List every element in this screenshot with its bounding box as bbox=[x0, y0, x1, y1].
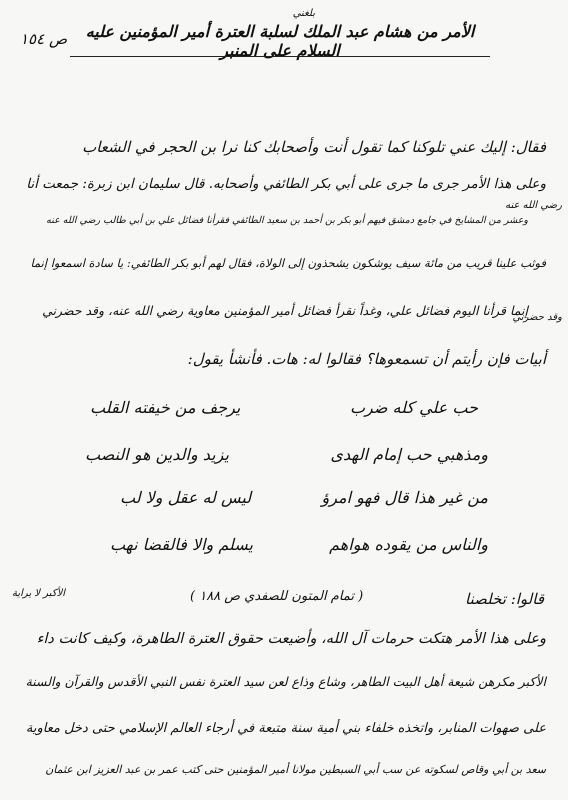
margin-annotation-right-1: رضي الله عنه bbox=[505, 200, 562, 211]
verse-2-first: ومذهبي حب إمام الهدى bbox=[330, 445, 488, 464]
page-header bbox=[70, 8, 490, 60]
body-line-2: وعلى هذا الأمر جرى ما جرى على أبي بكر الطائفي وأصحابه. قال سليمان ابن زبرة: جمعت أنا bbox=[26, 176, 546, 192]
header-underline bbox=[70, 56, 490, 57]
body-line-5: إنما قرأنا اليوم فضائل علي، وغداً نقرأ فضائل أمير المؤمنين معاوية رضي الله عنه، وقد حضرني bbox=[42, 303, 528, 318]
margin-annotation-right-2: وقد حضرني bbox=[512, 312, 562, 323]
verse-3-first: من غير هذا قال فهو امرؤ bbox=[321, 488, 488, 507]
after-line-5: سعد بن أبي وقاص لسكوته عن سب أبي السبطين مولانا أمير المؤمنين حتى كتب عمر بن عبد العزيز ابن عثمان bbox=[45, 763, 546, 776]
body-line-4: فوثب علينا قريب من مائة سيف يوشكون يشحذون إلى الولاة، فقال لهم أبو بكر الطائفي: يا سادة اسمعوا إنما bbox=[30, 256, 546, 270]
verse-2-second: يزيد والدين هو النصب bbox=[85, 445, 229, 464]
after-line-3: الأكبر مكرهن شيعة أهل البيت الطاهر، وشاع وذاع لعن سيد العترة نفس النبي الأقدس والقرآن والسنة bbox=[25, 674, 546, 689]
verse-3-second: ليس له عقل ولا لب bbox=[120, 488, 252, 507]
page-number: ص ١٥٤ bbox=[20, 30, 68, 48]
verse-1-first: حب علي كله ضرب bbox=[349, 398, 478, 417]
after-line-2: وعلى هذا الأمر هتكت حرمات آل الله، وأضيعت حقوق العترة الطاهرة، وكيف كانت داء bbox=[36, 631, 546, 647]
header-interlinear-insertion: بلغني bbox=[292, 8, 315, 19]
body-line-6: أبيات فإن رأيتم أن تسمعوها؟ فقالوا له: هات. فأنشأ يقول: bbox=[187, 350, 546, 368]
body-line-3: وعشر من المشايخ في جامع دمشق فيهم أبو بكر بن أحمد بن سعيد الطائفي فقرأنا فضائل علي بن أبي طالب رضي الله عنه bbox=[46, 215, 528, 226]
verse-4-first: والناس من يقوده هواهم bbox=[329, 535, 488, 554]
source-citation: ( تمام المتون للصفدي ص ١٨٨ ) bbox=[190, 589, 364, 604]
after-line-1: قالوا: تخلصنا bbox=[465, 590, 544, 608]
header-title: الأمر من هشام عبد الملك لسلبة العترة أمير المؤمنين عليه السلام على المنبر bbox=[85, 22, 475, 60]
after-line-4: على صهوات المنابر، واتخذه خلفاء بني أمية سنة متبعة في أرجاء العالم الإسلامي حتى دخل معاوية bbox=[25, 721, 546, 736]
body-line-1: فقال: إليك عني تلوكنا كما تقول أنت وأصحابك كنا نرا بن الحجر في الشعاب bbox=[82, 138, 546, 156]
verse-4-second: يسلم والا فالقضا نهب bbox=[110, 535, 254, 554]
margin-annotation-left: الأكبر لا يراية bbox=[12, 588, 66, 599]
verse-1-second: يرجف من خيفته القلب bbox=[90, 398, 241, 417]
